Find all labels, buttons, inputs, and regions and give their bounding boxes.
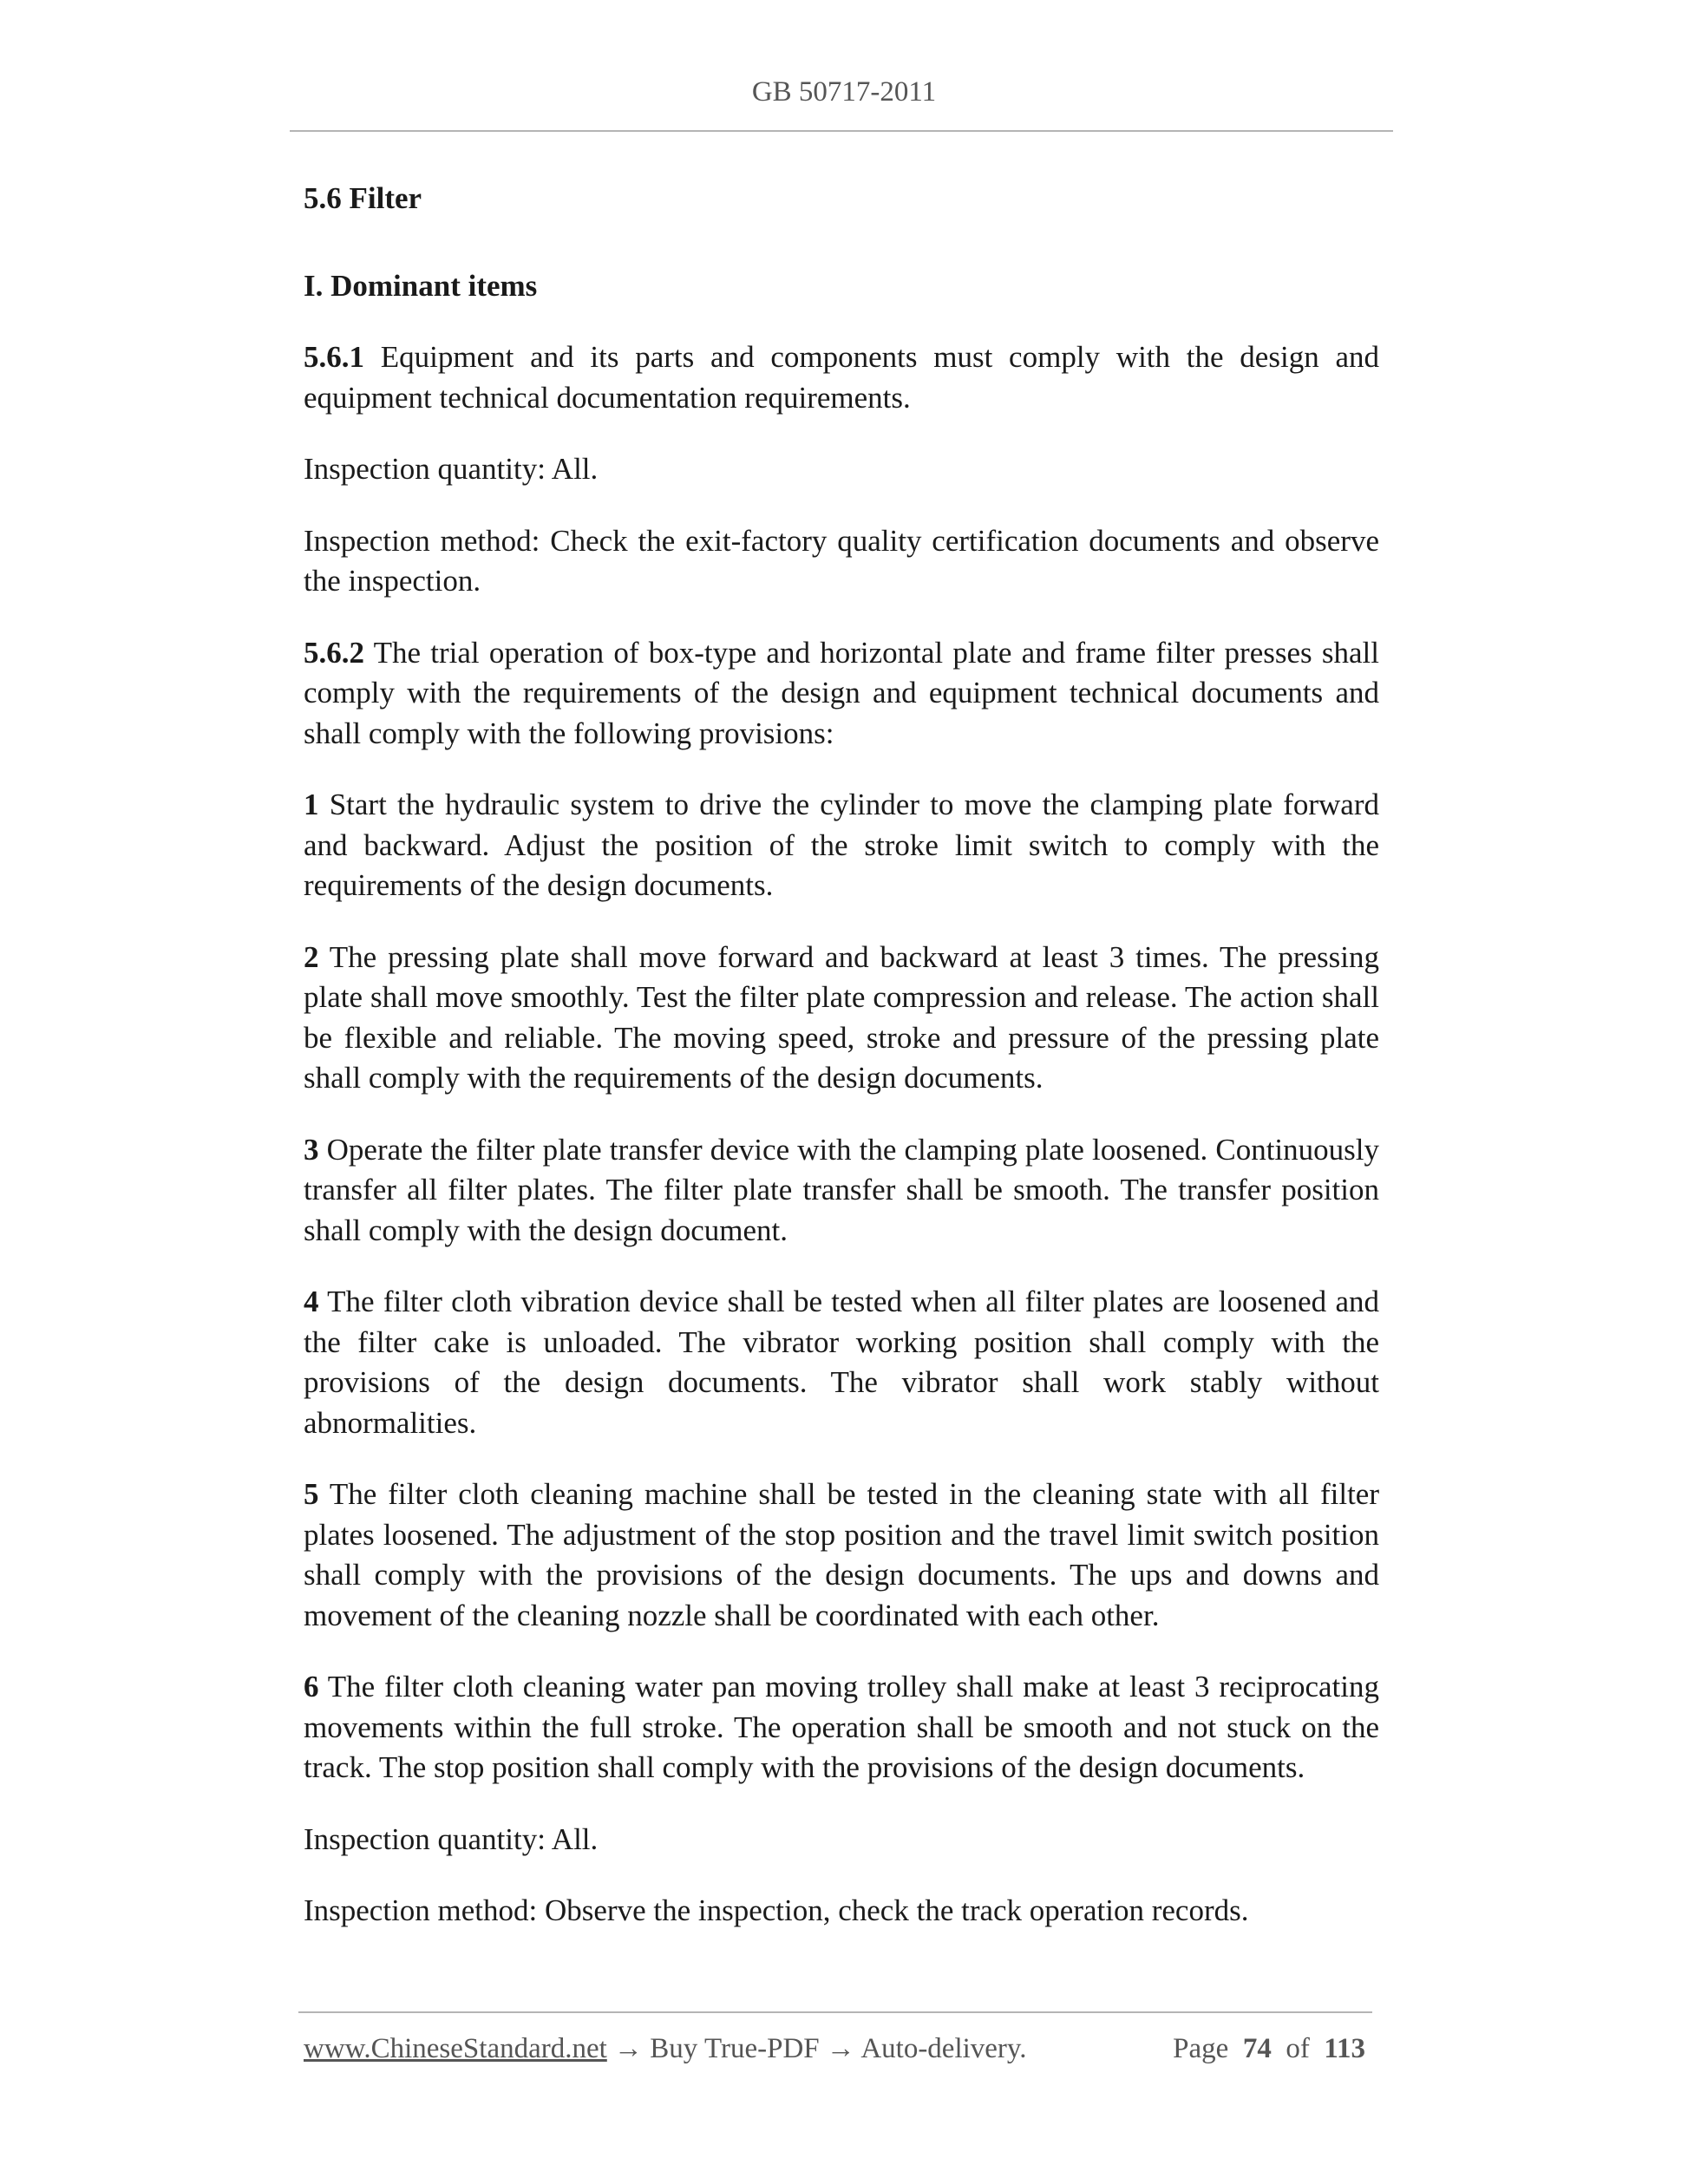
paragraph-text: Inspection quantity: All. bbox=[304, 452, 599, 486]
clause-number: 5.6.1 bbox=[304, 340, 364, 374]
page-indicator bbox=[1173, 2033, 1365, 2065]
provision-6 bbox=[304, 1667, 1379, 1788]
arrow-icon: → bbox=[819, 2033, 861, 2064]
provision-number: 5 bbox=[304, 1477, 319, 1511]
paragraph-text: The filter cloth cleaning water pan moving trolley shall make at least 3 reciprocating movements within the full stroke. The operation shall be smooth and not stuck on the track. The stop position shall comply with the provisions of the design documents. bbox=[304, 1670, 1379, 1784]
footer-divider bbox=[298, 2011, 1372, 2013]
paragraph-text: The filter cloth cleaning machine shall be tested in the cleaning state with all filter plates loosened. The adjustment of the stop position and the travel limit switch position shall comply with the provisions of the design documents. The ups and downs and movement of the cleaning nozzle shall be coordinated with each other. bbox=[304, 1477, 1379, 1632]
section-title: 5.6 Filter bbox=[304, 181, 422, 215]
paragraph-text: Inspection method: Check the exit-factory quality certification documents and observe the inspection. bbox=[304, 523, 1379, 598]
footer-promo bbox=[304, 2033, 1027, 2065]
inspection-method-1 bbox=[304, 521, 1379, 602]
paragraph-text: The pressing plate shall move forward and backward at least 3 times. The pressing plate shall move smoothly. Test the filter plate compression and release. The action shall be flexible and reliable. The moving speed, stroke and pressure of the pressing plate shall comply with the requirements of the design documents. bbox=[304, 939, 1379, 1095]
arrow-icon: → bbox=[606, 2033, 651, 2064]
buy-pdf-text: Buy True-PDF bbox=[650, 2033, 820, 2064]
provision-number: 4 bbox=[304, 1285, 319, 1318]
paragraph-text: Equipment and its parts and components must comply with the design and equipment technical documentation requirements. bbox=[304, 340, 1379, 415]
paragraph-text: The filter cloth vibration device shall be tested when all filter plates are loosened and the filter cake is unloaded. The vibrator working position shall comply with the provisions of the design documents. The vibrator shall work stably without abnormalities. bbox=[304, 1285, 1379, 1440]
provision-number: 2 bbox=[304, 939, 319, 974]
of-label: of bbox=[1286, 2033, 1310, 2064]
inspection-quantity-1 bbox=[304, 449, 1379, 490]
paragraph-5-6-2 bbox=[304, 633, 1379, 755]
paragraph-text: The trial operation of box-type and horizontal plate and frame filter presses shall comply with the requirements of the design and equipment technical documents and shall comply with the following provisions: bbox=[304, 635, 1379, 750]
site-link[interactable]: www.ChineseStandard.net bbox=[304, 2033, 607, 2064]
provision-5 bbox=[304, 1475, 1379, 1636]
paragraph-text: Inspection method: Observe the inspection, check the track operation records. bbox=[304, 1893, 1249, 1927]
inspection-method-2 bbox=[304, 1891, 1379, 1932]
page-total: 113 bbox=[1324, 2033, 1365, 2064]
auto-delivery-text: Auto-delivery. bbox=[860, 2033, 1027, 2064]
provision-4 bbox=[304, 1282, 1379, 1443]
provision-number: 3 bbox=[304, 1132, 319, 1167]
paragraph-text: Inspection quantity: All. bbox=[304, 1821, 599, 1856]
page-number: 74 bbox=[1242, 2033, 1272, 2064]
document-body bbox=[304, 179, 1379, 1963]
provision-3 bbox=[304, 1130, 1379, 1252]
provision-number: 6 bbox=[304, 1670, 319, 1703]
inspection-quantity-2 bbox=[304, 1820, 1379, 1860]
header-divider bbox=[290, 130, 1393, 132]
clause-number: 5.6.2 bbox=[304, 635, 364, 670]
page-header: GB 50717-2011 bbox=[751, 76, 937, 108]
provision-1 bbox=[304, 785, 1379, 906]
provision-number: 1 bbox=[304, 788, 319, 821]
paragraph-text: Operate the filter plate transfer device with the clamping plate loosened. Continuously transfer all filter plates. The filter plate transfer shall be smooth. The transfer position shall comply with the design document. bbox=[304, 1132, 1379, 1247]
section-subheading: I. Dominant items bbox=[304, 269, 538, 303]
page-label: Page bbox=[1173, 2033, 1229, 2064]
provision-2 bbox=[304, 938, 1379, 1099]
paragraph-5-6-1 bbox=[304, 337, 1379, 418]
paragraph-text: Start the hydraulic system to drive the cylinder to move the clamping plate forward and backward. Adjust the position of the stroke limit switch to comply with the requirements of the design documents. bbox=[304, 788, 1379, 902]
